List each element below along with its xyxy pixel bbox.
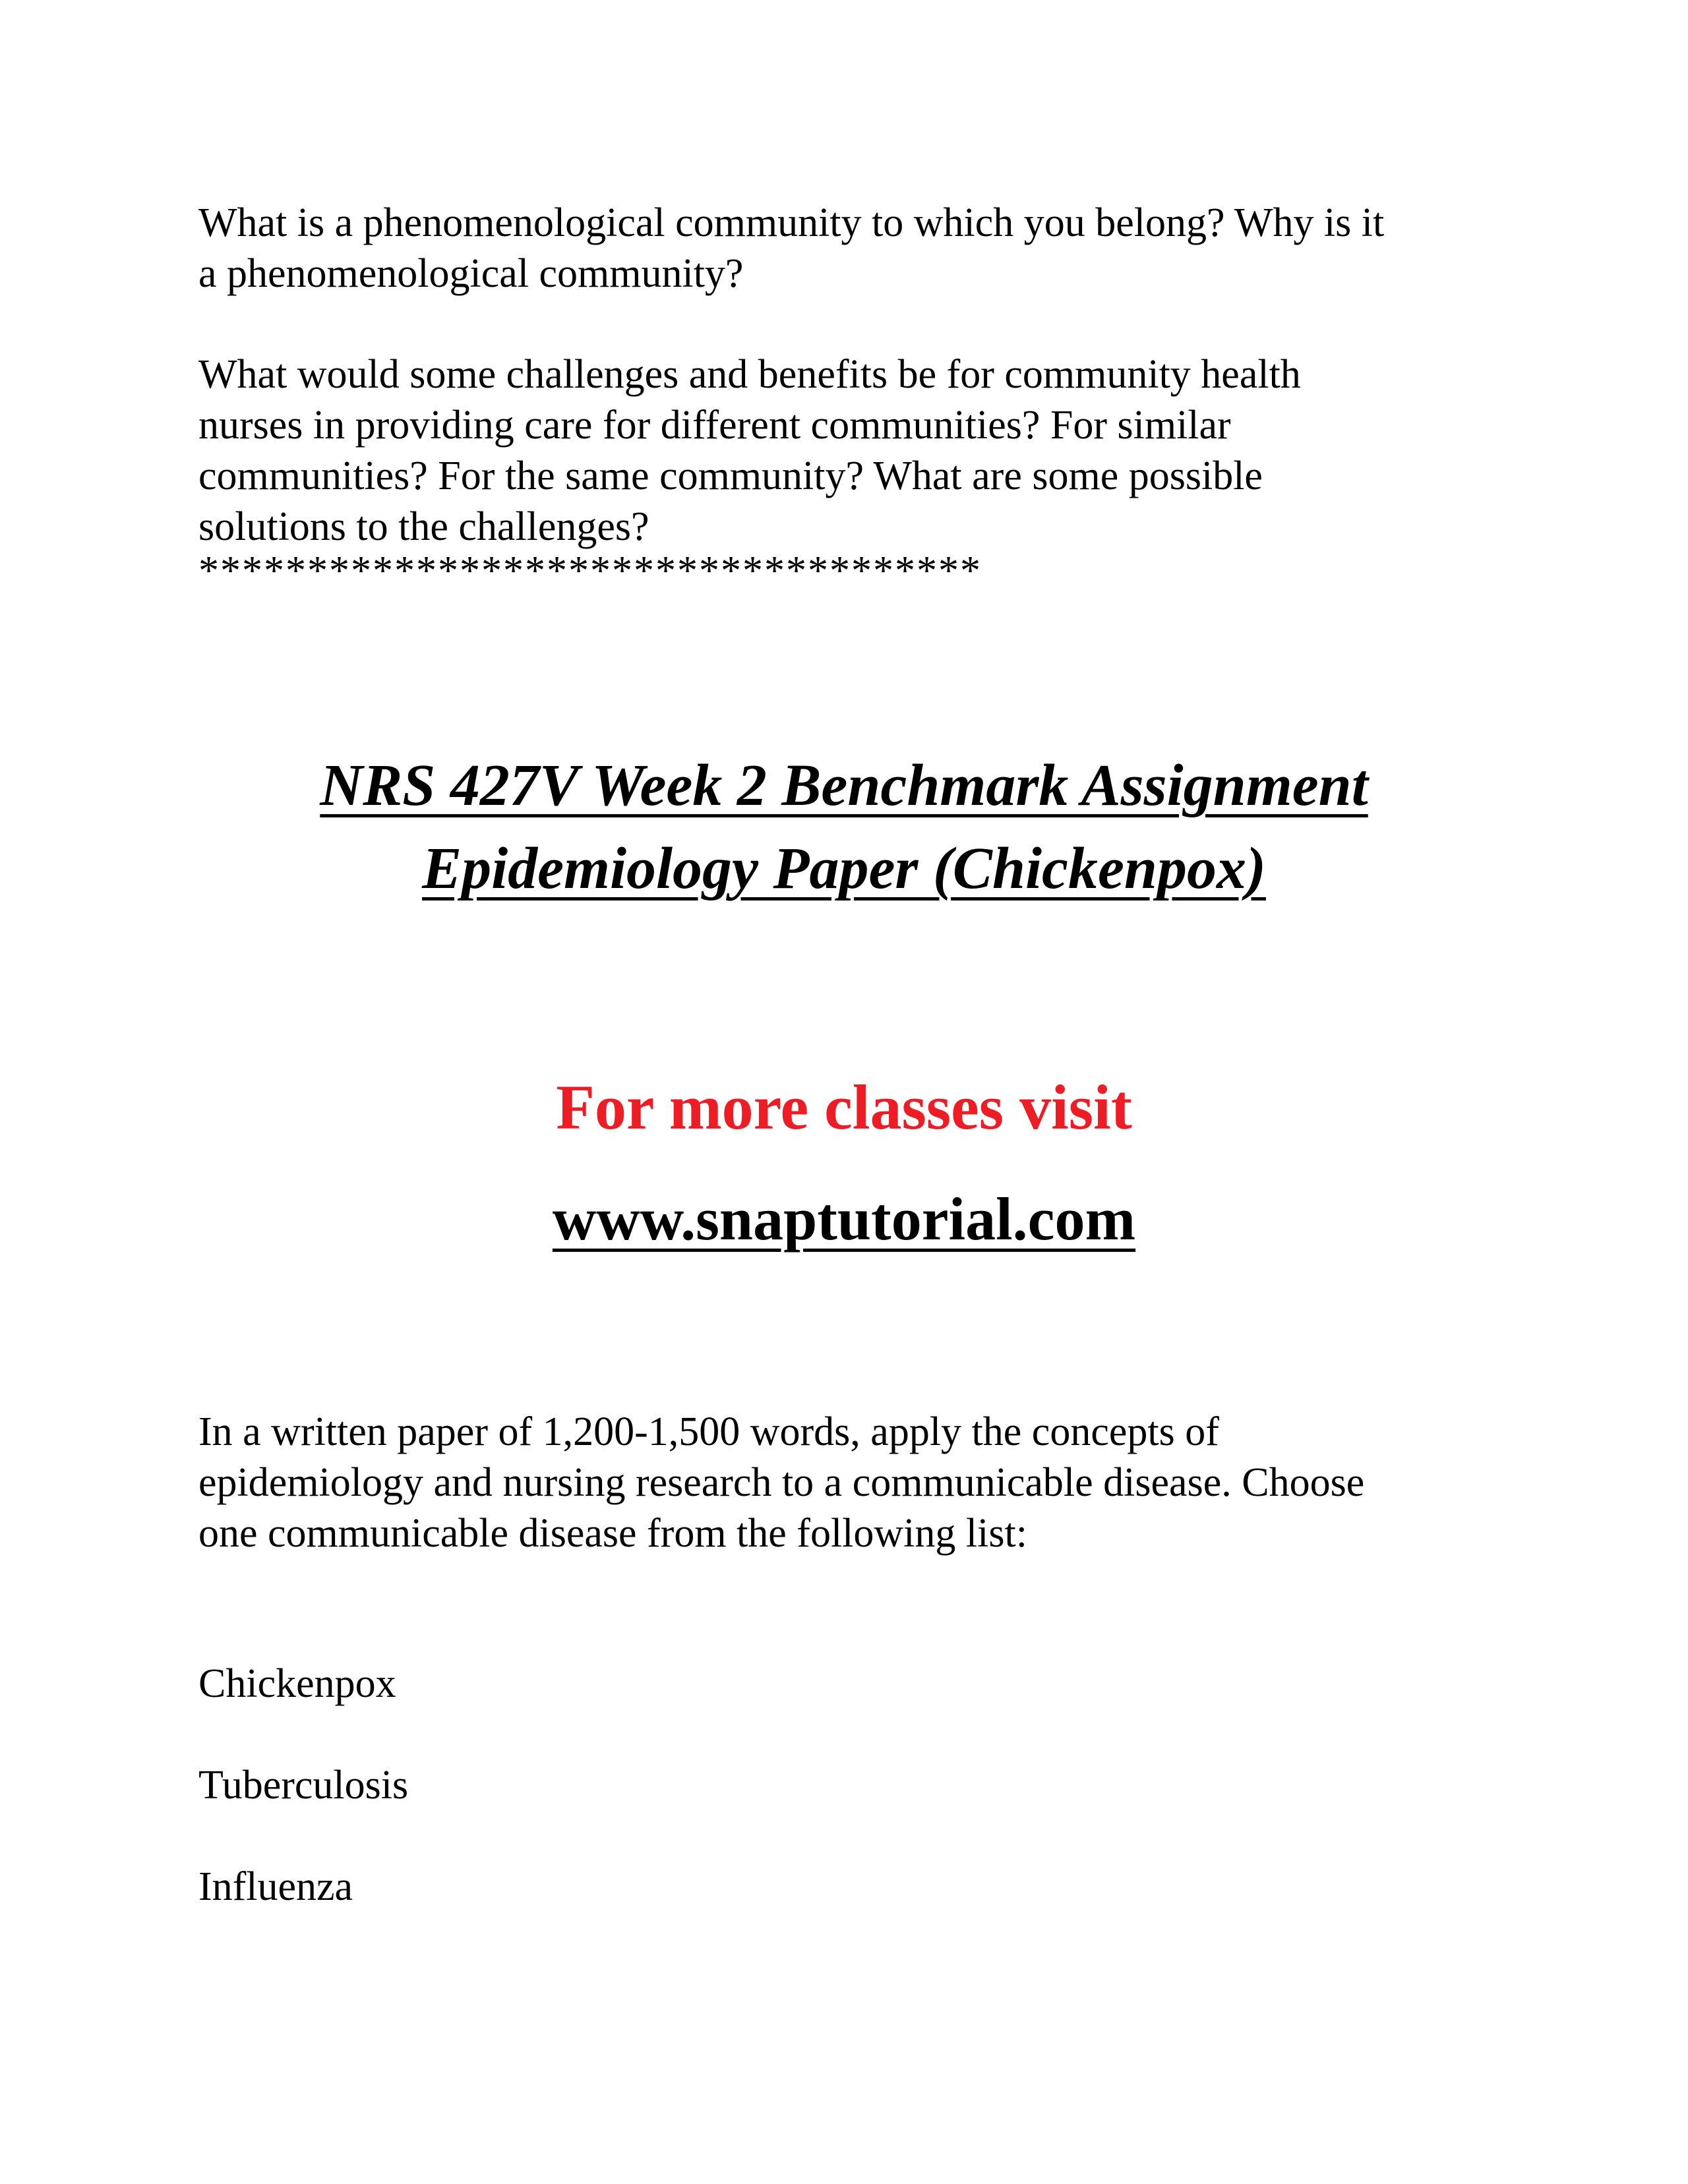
disease-list-item: Chickenpox xyxy=(198,1661,396,1706)
question-challenges-benefits: What would some challenges and benefits be for community health nurses in providing care for different communities? For similar communities? For the same community? What are some possible solutions to the challenges? xyxy=(198,352,1301,549)
assignment-title-line-1: NRS 427V Week 2 Benchmark Assignment xyxy=(320,753,1368,818)
disease-list-item: Tuberculosis xyxy=(198,1763,409,1808)
asterisk-separator: ************************************ xyxy=(198,548,982,593)
promo-text: For more classes visit xyxy=(556,1072,1132,1142)
assignment-instructions: In a written paper of 1,200-1,500 words, apply the concepts of epidemiology and nursing research to a communicable disease. Choose one communicable disease from the following list: xyxy=(198,1409,1365,1556)
promo-url-link[interactable]: www.snaptutorial.com xyxy=(552,1185,1136,1253)
question-phenomenological-community: What is a phenomenological community to which you belong? Why is it a phenomenological community? xyxy=(198,200,1385,296)
assignment-title-line-2: Epidemiology Paper (Chickenpox) xyxy=(422,836,1266,901)
disease-list-item: Influenza xyxy=(198,1864,353,1909)
